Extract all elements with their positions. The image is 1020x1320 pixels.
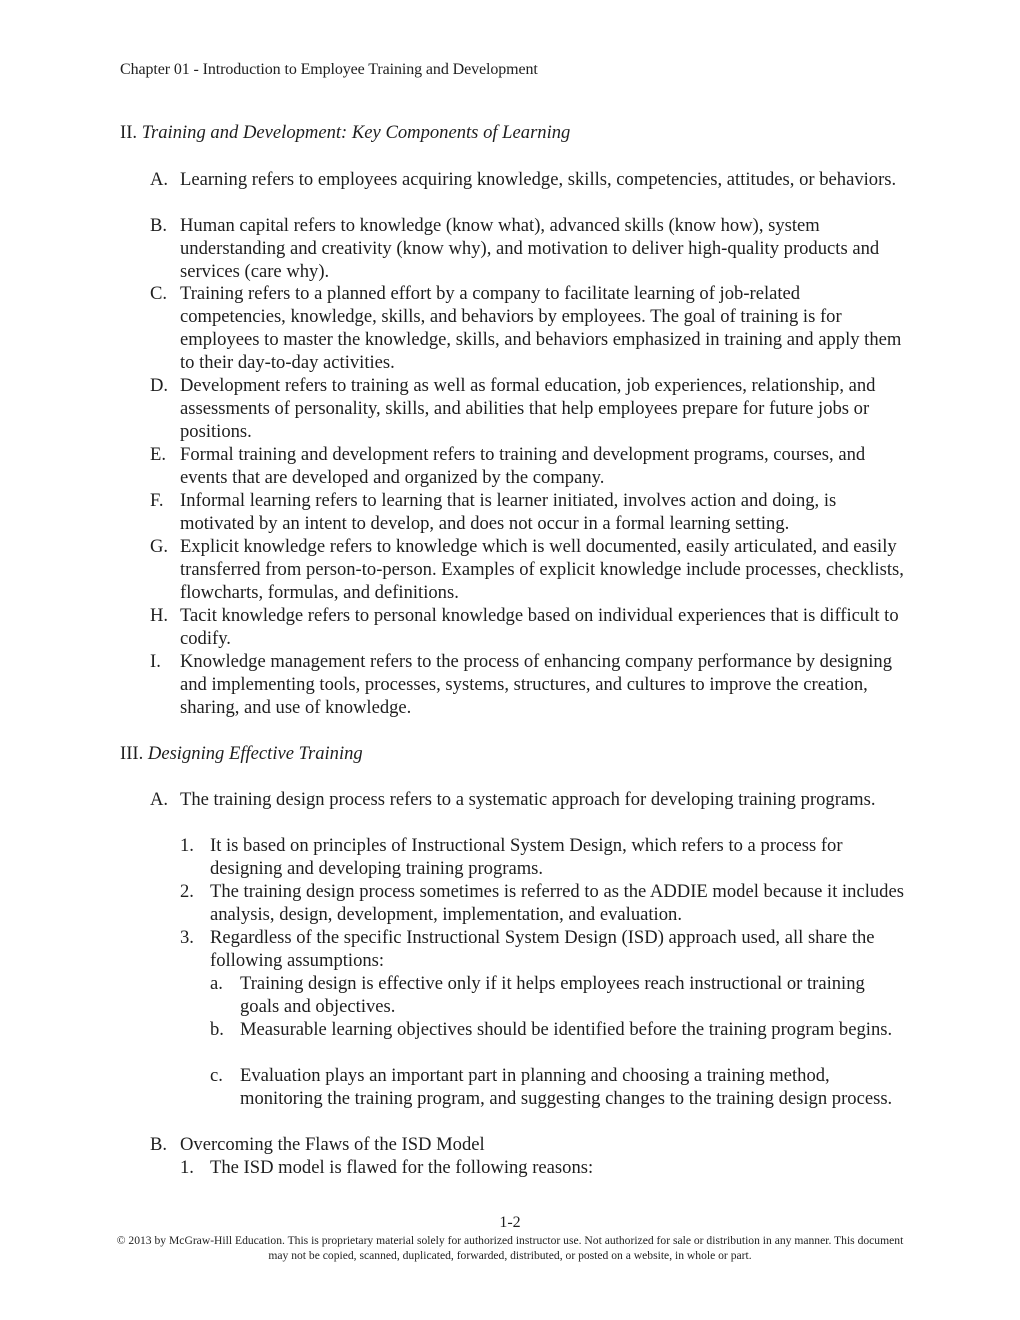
list-item [150, 282, 905, 374]
list-item [150, 374, 905, 443]
list-marker: G. [150, 536, 169, 557]
list-text: The ISD model is flawed for the following reasons: [210, 1157, 594, 1178]
list-marker: A. [150, 169, 169, 190]
list-item [150, 214, 905, 283]
page-header: Chapter 01 - Introduction to Employee Training and Development [120, 61, 538, 78]
list-text: The training design process sometimes is referred to as the ADDIE model because it includes analysis, design, development, implementation, and evaluation. [210, 881, 904, 925]
section-heading-ii [120, 121, 570, 144]
list-marker: 2. [180, 881, 194, 902]
list-item [210, 1064, 905, 1110]
list-marker: D. [150, 375, 169, 396]
list-marker: B. [150, 215, 168, 236]
list-marker: H. [150, 605, 169, 626]
list-text: Human capital refers to knowledge (know what), advanced skills (know how), system understanding and creativity (know why), and motivation to deliver high-quality products and services (care why). [180, 215, 880, 282]
list-item [180, 1156, 905, 1179]
list-item [180, 926, 905, 972]
section-title: Training and Development: Key Components of Learning [141, 122, 571, 143]
list-text: Training design is effective only if it helps employees reach instructional or training goals and objectives. [240, 973, 865, 1017]
list-marker: b. [210, 1019, 224, 1040]
section-title: Designing Effective Training [147, 743, 363, 764]
list-item [150, 1133, 905, 1156]
list-text: Measurable learning objectives should be identified before the training program begins. [240, 1019, 893, 1040]
list-marker: C. [150, 283, 168, 304]
list-item [180, 834, 905, 880]
section-heading-iii [120, 742, 363, 765]
list-text: Development refers to training as well as formal education, job experiences, relationship, and assessments of personality, skills, and abilities that help employees prepare for future jobs or positions. [180, 375, 876, 442]
section-number: II. [120, 122, 138, 143]
list-marker: E. [150, 444, 167, 465]
list-item [150, 604, 905, 650]
list-text: It is based on principles of Instructional System Design, which refers to a process for designing and developing training programs. [210, 835, 843, 879]
list-item [210, 972, 905, 1018]
list-marker: 3. [180, 927, 194, 948]
list-marker: a. [210, 973, 223, 994]
list-marker: B. [150, 1134, 168, 1155]
list-text: Knowledge management refers to the process of enhancing company performance by designing and implementing tools, processes, systems, structures, and cultures to improve the creation, sharing, and use of knowledge. [180, 651, 892, 718]
list-item [180, 880, 905, 926]
list-marker: F. [150, 490, 164, 511]
list-marker: I. [150, 651, 161, 672]
list-text: Evaluation plays an important part in planning and choosing a training method, monitoring the training program, and suggesting changes to the training design process. [240, 1065, 893, 1109]
list-item [150, 535, 905, 604]
list-item [210, 1018, 905, 1041]
list-text: Overcoming the Flaws of the ISD Model [180, 1134, 485, 1155]
list-text: The training design process refers to a systematic approach for developing training programs. [180, 789, 876, 810]
list-text: Explicit knowledge refers to knowledge which is well documented, easily articulated, and easily transferred from person-to-person. Examples of explicit knowledge include processes, checklists, flowcharts, formulas, and definitions. [180, 536, 904, 603]
copyright-notice: © 2013 by McGraw-Hill Education. This is proprietary material solely for authorized instructor use. Not authorized for sale or distribution in any manner. This document may not be copied, scanned, duplicated, forwarded, distributed, or posted on a website, in whole or part. [116, 1234, 904, 1262]
list-marker: c. [210, 1065, 223, 1086]
list-item [150, 788, 905, 811]
list-item [150, 489, 905, 535]
list-text: Training refers to a planned effort by a company to facilitate learning of job-related competencies, knowledge, skills, and behaviors by employees. The goal of training is for employees to master the knowledge, skills, and behaviors emphasized in training and apply them to their day-to-day activities. [180, 283, 902, 373]
list-text: Informal learning refers to learning that is learner initiated, involves action and doing, is motivated by an intent to develop, and does not occur in a formal learning setting. [180, 490, 837, 534]
list-item [150, 443, 905, 489]
list-marker: 1. [180, 1157, 194, 1178]
list-text: Tacit knowledge refers to personal knowledge based on individual experiences that is difficult to codify. [180, 605, 899, 649]
section-number: III. [120, 743, 144, 764]
list-marker: A. [150, 789, 169, 810]
list-text: Learning refers to employees acquiring knowledge, skills, competencies, attitudes, or behaviors. [180, 169, 897, 190]
list-item [150, 168, 905, 191]
page-number: 1-2 [499, 1214, 521, 1231]
list-marker: 1. [180, 835, 194, 856]
page-footer [0, 1215, 1020, 1263]
list-text: Regardless of the specific Instructional System Design (ISD) approach used, all share the following assumptions: [210, 927, 875, 971]
list-item [150, 650, 905, 719]
list-text: Formal training and development refers to training and development programs, courses, and events that are developed and organized by the company. [180, 444, 866, 488]
